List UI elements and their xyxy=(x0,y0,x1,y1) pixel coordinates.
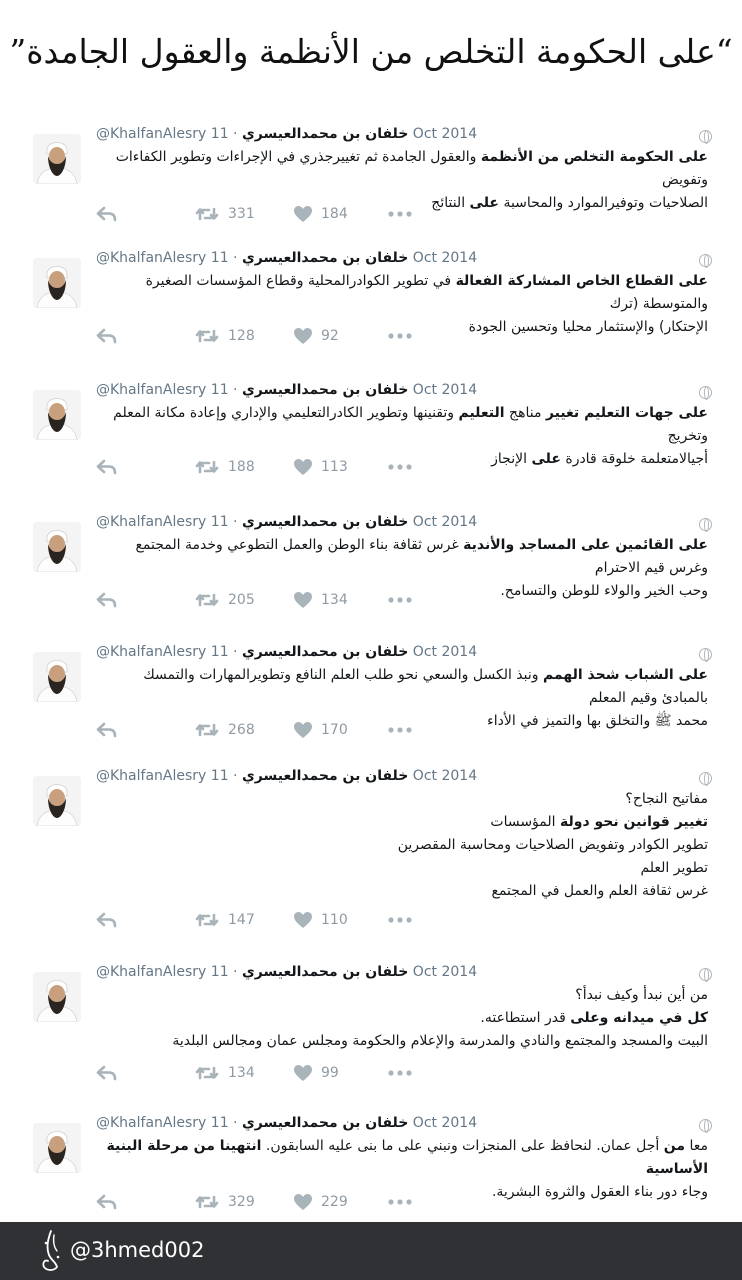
like-button[interactable] xyxy=(293,324,339,348)
retweet-count: 134 xyxy=(228,1065,255,1081)
more-icon[interactable] xyxy=(388,1190,412,1214)
retweet-icon xyxy=(194,1194,220,1210)
user-name[interactable]: خلفان بن محمدالعيسري xyxy=(241,964,409,980)
reply-icon[interactable] xyxy=(96,202,118,226)
more-icon[interactable] xyxy=(388,455,412,479)
retweet-icon xyxy=(194,722,220,738)
tweet-date[interactable]: 11 Oct 2014 xyxy=(210,126,478,142)
tweet-header: @KhalfanAlesry خلفان بن محمدالعيسري · 11 Oct 2014 xyxy=(96,250,478,266)
like-button[interactable] xyxy=(293,908,348,932)
retweet-icon xyxy=(194,328,220,344)
globe-icon xyxy=(699,1119,712,1132)
retweet-count: 205 xyxy=(228,592,255,608)
tweet-line: من أين نبدأ وكيف نبدأ؟ xyxy=(575,987,708,1003)
retweet-count: 128 xyxy=(228,328,255,344)
retweet-button[interactable] xyxy=(194,455,255,479)
globe-icon xyxy=(699,130,712,143)
user-name[interactable]: خلفان بن محمدالعيسري xyxy=(241,126,409,142)
tweet-line: الإحتكار) والإستثمار محليا وتحسين الجودة xyxy=(468,319,708,335)
retweet-icon xyxy=(194,459,220,475)
tweet-line: على القائمين على المساجد والأندية غرس ثقافة بناء الوطن والعمل التطوعي وخدمة المجتمع وغرس قيم الاحترام xyxy=(135,537,708,576)
heart-icon xyxy=(293,911,313,929)
heart-icon xyxy=(293,591,313,609)
tweet-header: @KhalfanAlesry خلفان بن محمدالعيسري · 11 Oct 2014 xyxy=(96,382,478,398)
user-name[interactable]: خلفان بن محمدالعيسري xyxy=(241,768,409,784)
reply-icon[interactable] xyxy=(96,718,118,742)
heart-icon xyxy=(293,1064,313,1082)
reply-icon[interactable] xyxy=(96,455,118,479)
user-name[interactable]: خلفان بن محمدالعيسري xyxy=(241,382,409,398)
more-icon[interactable] xyxy=(388,324,412,348)
avatar[interactable] xyxy=(33,522,81,572)
reply-icon[interactable] xyxy=(96,588,118,612)
tweet-header: @KhalfanAlesry خلفان بن محمدالعيسري · 11 Oct 2014 xyxy=(96,964,478,980)
retweet-count: 268 xyxy=(228,722,255,738)
tweet-line: تطوير الكوادر وتفويض الصلاحيات ومحاسبة المقصرين xyxy=(397,837,708,853)
avatar[interactable] xyxy=(33,776,81,826)
tweet-line: تطوير العلم xyxy=(640,860,708,876)
user-handle[interactable]: @KhalfanAlesry xyxy=(96,964,207,980)
tweet-date[interactable]: 11 Oct 2014 xyxy=(210,250,478,266)
like-count: 110 xyxy=(321,912,348,928)
tweet-line: البيت والمسجد والمجتمع والنادي والمدرسة والإعلام والحكومة ومجلس عمان ومجالس البلدية xyxy=(172,1033,708,1049)
tweet-actions xyxy=(96,1190,456,1214)
user-handle[interactable]: @KhalfanAlesry xyxy=(96,514,207,530)
reply-icon[interactable] xyxy=(96,1061,118,1085)
user-handle[interactable]: @KhalfanAlesry xyxy=(96,126,207,142)
globe-icon xyxy=(699,386,712,399)
more-icon[interactable] xyxy=(388,588,412,612)
reply-icon[interactable] xyxy=(96,908,118,932)
tweet-actions xyxy=(96,908,456,932)
user-name[interactable]: خلفان بن محمدالعيسري xyxy=(241,514,409,530)
more-icon[interactable] xyxy=(388,202,412,226)
avatar[interactable] xyxy=(33,652,81,702)
tweet-actions xyxy=(96,588,456,612)
like-count: 92 xyxy=(321,328,339,344)
tweet-line: على الشباب شحذ الهمم ونبذ الكسل والسعي نحو طلب العلم النافع وتطويرالمهارات والتمسك بالمبادئ وقيم المعلم xyxy=(143,667,708,706)
tweet-header: @KhalfanAlesry خلفان بن محمدالعيسري · 11 Oct 2014 xyxy=(96,768,478,784)
tweet-line: مفاتيح النجاح؟ xyxy=(625,791,708,807)
user-name[interactable]: خلفان بن محمدالعيسري xyxy=(241,1115,409,1131)
tweet-header: @KhalfanAlesry خلفان بن محمدالعيسري · 11 Oct 2014 xyxy=(96,514,478,530)
like-button[interactable] xyxy=(293,588,348,612)
more-icon[interactable] xyxy=(388,718,412,742)
tweet-line: الصلاحيات وتوفيرالموارد والمحاسبة على النتائج xyxy=(431,195,708,211)
like-button[interactable] xyxy=(293,1190,348,1214)
tweet-line: كل في ميدانه وعلى قدر استطاعته. xyxy=(480,1010,708,1026)
tweet-line: غرس ثقافة العلم والعمل في المجتمع xyxy=(491,883,708,899)
heart-icon xyxy=(293,327,313,345)
more-icon[interactable] xyxy=(388,1061,412,1085)
tweet-header: @KhalfanAlesry خلفان بن محمدالعيسري · 11 Oct 2014 xyxy=(96,1115,478,1131)
tweet-line: وحب الخير والولاء للوطن والتسامح. xyxy=(500,583,708,599)
user-handle[interactable]: @KhalfanAlesry xyxy=(96,250,207,266)
globe-icon xyxy=(699,968,712,981)
retweet-button[interactable] xyxy=(194,1061,255,1085)
avatar[interactable] xyxy=(33,390,81,440)
like-count: 184 xyxy=(321,206,348,222)
retweet-icon xyxy=(194,912,220,928)
retweet-button[interactable] xyxy=(194,324,255,348)
retweet-icon xyxy=(194,592,220,608)
tweet-date[interactable]: 11 Oct 2014 xyxy=(210,1115,478,1131)
heart-icon xyxy=(293,721,313,739)
like-count: 229 xyxy=(321,1194,348,1210)
user-handle[interactable]: @KhalfanAlesry xyxy=(96,382,207,398)
user-name[interactable]: خلفان بن محمدالعيسري xyxy=(241,644,409,660)
tweet-line: على الحكومة التخلص من الأنظمة والعقول الجامدة ثم تغييرجذري في الإجراءات وتطوير الكفاءات وتفويض xyxy=(115,149,708,188)
globe-icon xyxy=(699,518,712,531)
user-name[interactable]: خلفان بن محمدالعيسري xyxy=(241,250,409,266)
like-count: 134 xyxy=(321,592,348,608)
tweet-header: @KhalfanAlesry خلفان بن محمدالعيسري · 11 Oct 2014 xyxy=(96,126,478,142)
tweet-actions xyxy=(96,718,456,742)
tweet-date[interactable]: 11 Oct 2014 xyxy=(210,382,478,398)
tweet-header: @KhalfanAlesry خلفان بن محمدالعيسري · 11 Oct 2014 xyxy=(96,644,478,660)
avatar[interactable] xyxy=(33,1123,81,1173)
retweet-count: 147 xyxy=(228,912,255,928)
tweet-line: وجاء دور بناء العقول والثروة البشرية. xyxy=(491,1184,708,1200)
avatar[interactable] xyxy=(33,258,81,308)
calligraphy-logo xyxy=(38,1229,64,1273)
footer-account: @3hmed002 xyxy=(70,1238,205,1262)
like-count: 113 xyxy=(321,459,348,475)
like-button[interactable] xyxy=(293,1061,339,1085)
avatar[interactable] xyxy=(33,134,81,184)
tweet-line: أجيالامتعلمة خلوقة قادرة على الإنجاز xyxy=(491,451,708,467)
retweet-count: 188 xyxy=(228,459,255,475)
retweet-button[interactable] xyxy=(194,588,255,612)
footer-bar xyxy=(0,1222,742,1280)
tweet-text xyxy=(96,788,708,903)
more-icon[interactable] xyxy=(388,908,412,932)
globe-icon xyxy=(699,772,712,785)
user-handle[interactable]: @KhalfanAlesry xyxy=(96,644,207,660)
globe-icon xyxy=(699,254,712,267)
tweet-date[interactable]: 11 Oct 2014 xyxy=(210,964,478,980)
tweet-actions xyxy=(96,1061,456,1085)
tweet-actions xyxy=(96,455,456,479)
heart-icon xyxy=(293,1193,313,1211)
tweet-actions xyxy=(96,324,456,348)
reply-icon[interactable] xyxy=(96,324,118,348)
tweet-line: محمد ﷺ والتخلق بها والتميز في الأداء xyxy=(487,713,708,729)
retweet-button[interactable] xyxy=(194,718,255,742)
heart-icon xyxy=(293,458,313,476)
user-handle[interactable]: @KhalfanAlesry xyxy=(96,768,207,784)
like-button[interactable] xyxy=(293,718,348,742)
like-button[interactable] xyxy=(293,455,348,479)
like-count: 170 xyxy=(321,722,348,738)
retweet-button[interactable] xyxy=(194,1190,255,1214)
retweet-icon xyxy=(194,206,220,222)
like-button[interactable] xyxy=(293,202,348,226)
page-title: “على الحكومة التخلص من الأنظمة والعقول الجامدة” xyxy=(9,32,733,71)
retweet-button[interactable] xyxy=(194,908,255,932)
tweet-date[interactable]: 11 Oct 2014 xyxy=(210,514,478,530)
retweet-count: 331 xyxy=(228,206,255,222)
retweet-button[interactable] xyxy=(194,202,255,226)
retweet-icon xyxy=(194,1065,220,1081)
tweet-date[interactable]: 11 Oct 2014 xyxy=(210,644,478,660)
avatar[interactable] xyxy=(33,972,81,1022)
tweet-text xyxy=(96,984,708,1053)
tweet-line: على القطاع الخاص المشاركة الفعالة في تطوير الكوادرالمحلية وقطاع المؤسسات الصغيرة والمتوسطة (ترك xyxy=(145,273,708,312)
tweet-line: تغيير قوانين نحو دولة المؤسسات xyxy=(490,814,708,830)
heart-icon xyxy=(293,205,313,223)
user-handle[interactable]: @KhalfanAlesry xyxy=(96,1115,207,1131)
reply-icon[interactable] xyxy=(96,1190,118,1214)
tweet-date[interactable]: 11 Oct 2014 xyxy=(210,768,478,784)
retweet-count: 329 xyxy=(228,1194,255,1210)
tweet-actions xyxy=(96,202,456,226)
tweet-line: معا من أجل عمان. لنحافظ على المنجزات ونبني على ما بنى عليه السابقون. انتهينا من مرحلة البنية الأساسية xyxy=(106,1138,708,1177)
like-count: 99 xyxy=(321,1065,339,1081)
globe-icon xyxy=(699,648,712,661)
tweet-line: على جهات التعليم تغيير مناهج التعليم وتقنينها وتطوير الكادرالتعليمي والإداري وإعادة مكانة المعلم وتخريج xyxy=(113,405,708,444)
